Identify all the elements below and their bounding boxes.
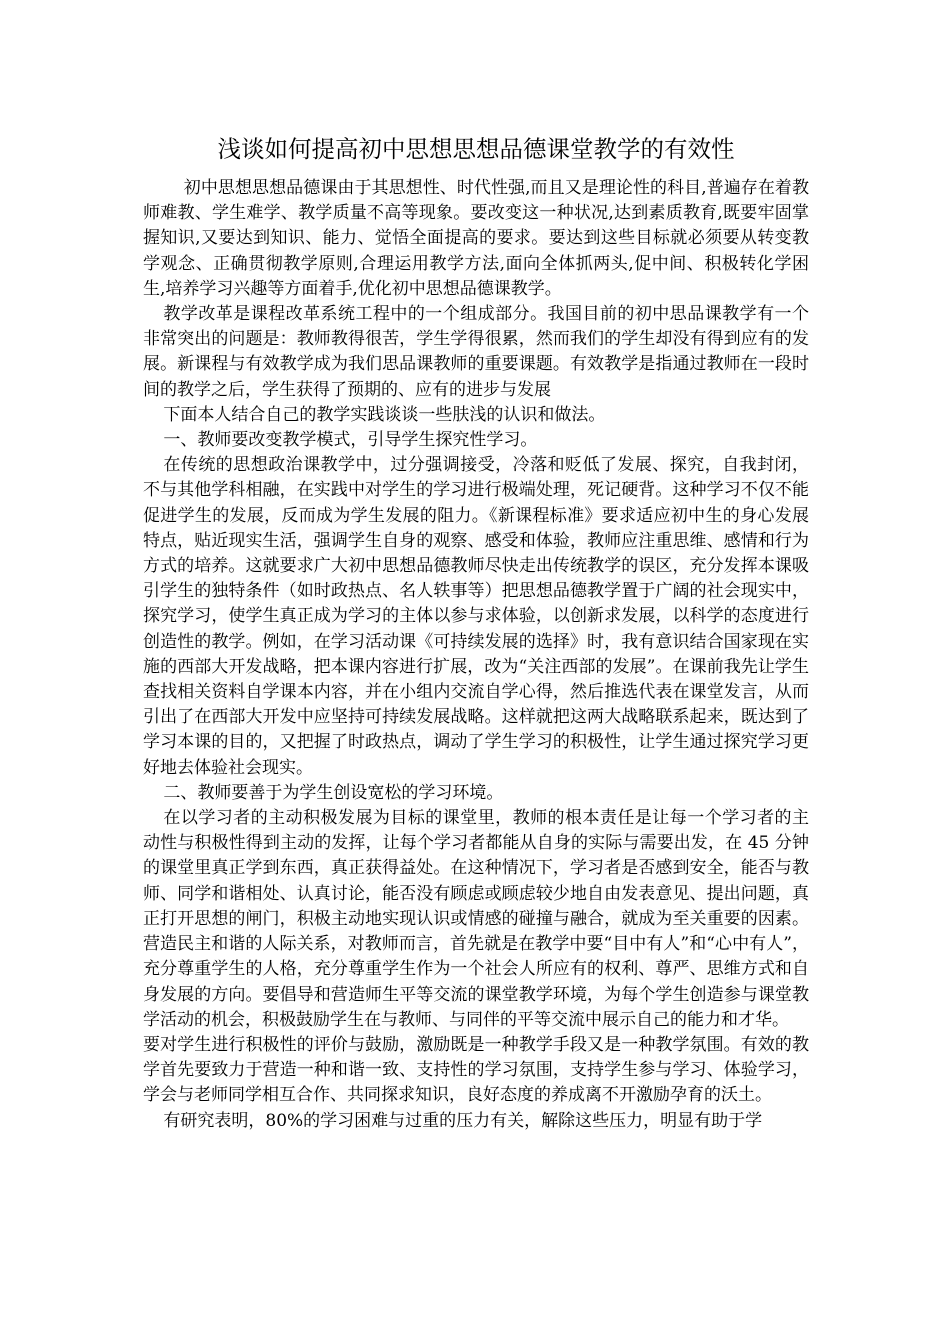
paragraph-research: 有研究表明，80%的学习困难与过重的压力有关，解除这些压力，明显有助于学 xyxy=(163,1110,763,1131)
paragraph-transition: 下面本人结合自己的教学实践谈谈一些肤浅的认识和做法。 xyxy=(163,404,606,425)
section-heading-2: 二、教师要善于为学生创设宽松的学习环境。 xyxy=(163,782,504,803)
paragraph-intro: 初中思想思想品德课由于其思想性、时代性强,而且又是理论性的科目,普遍存在着教师难教、学生难学、教学质量不高等现象。要改变这一种状况,达到素质教育,既要牢固掌握知识,又要达到知识、能力、觉悟全面提高的要求。要达到这些目标就必须要从转变教学观念、正确贯彻教学原则,合理运用教学方法,面向全体抓两头,促中间、积极转化学困生,培养学习兴趣等方面着手,优化初中思想品德课教学。 xyxy=(143,178,809,299)
section-heading-1: 一、教师要改变教学模式，引导学生探究性学习。 xyxy=(163,430,538,451)
paragraph-reform: 教学改革是课程改革系统工程中的一个组成部分。我国目前的初中思品课教学有一个非常突出的问题是：教师教得很苦，学生学得很累，然而我们的学生却没有得到应有的发展。新课程与有效教学成为我们思品课教师的重要课题。有效教学是指通过教师在一段时间的教学之后，学生获得了预期的、应有的进步与发展 xyxy=(143,304,809,400)
document-title: 浅谈如何提高初中思想思想品德课堂教学的有效性 xyxy=(217,135,735,163)
paragraph-encouragement: 要对学生进行积极性的评价与鼓励，激励既是一种教学手段又是一种教学氛围。有效的教学首先要致力于营造一种和谐一致、支持性的学习氛围，支持学生参与学习、体验学习，学会与老师同学相互合作、共同探求知识，良好态度的养成离不开激励孕育的沃土。 xyxy=(143,1034,809,1106)
paragraph-section-1: 在传统的思想政治课教学中，过分强调接受，冷落和贬低了发展、探究，自我封闭，不与其他学科相融，在实践中对学生的学习进行极端处理，死记硬背。这种学习不仅不能促进学生的发展，反而成为学生发展的阻力。《新课程标准》要求适应初中生的身心发展特点，贴近现实生活，强调学生自身的观察、感受和体验，教师应注重思维、感情和行为方式的培养。这就要求广大初中思想品德教师尽快走出传统教学的误区，充分发挥本课吸引学生的独特条件（如时政热点、名人轶事等）把思想品德教学置于广阔的社会现实中，探究学习，使学生真正成为学习的主体以参与求体验，以创新求发展，以科学的态度进行创造性的教学。例如，在学习活动课《可持续发展的选择》时，我有意识结合国家现在实施的西部大开发战略，把本课内容进行扩展，改为“关注西部的发展”。在课前我先让学生查找相关资料自学课本内容，并在小组内交流自学心得，然后推选代表在课堂发言，从而引出了在西部大开发中应坚持可持续发展战略。这样就把这两大战略联系起来，既达到了学习本课的目的，又把握了时政热点，调动了学生学习的积极性，让学生通过探究学习更好地去体验社会现实。 xyxy=(143,455,809,778)
paragraph-section-2: 在以学习者的主动积极发展为目标的课堂里，教师的根本责任是让每一个学习者的主动性与积极性得到主动的发挥，让每个学习者都能从自身的实际与需要出发，在 45 分钟的课堂里真正学到东西，真正获得益处。在这种情况下，学习者是否感到安全，能否与教师、同学和谐相处、认真讨论，能否没有顾虑或顾虑较少地自由发表意见、提出问题，真正打开思想的闸门，积极主动地实现认识或情感的碰撞与融合，就成为至关重要的因素。营造民主和谐的人际关系，对教师而言，首先就是在教学中要“目中有人”和“心中有人”，充分尊重学生的人格，充分尊重学生作为一个社会人所应有的权利、尊严、思维方式和自身发展的方向。要倡导和营造师生平等交流的课堂教学环境，为每个学生创造参与课堂教学活动的机会，积极鼓励学生在与教师、与同伴的平等交流中展示自己的能力和才华。 xyxy=(143,808,809,1030)
document-page xyxy=(143,128,809,1134)
